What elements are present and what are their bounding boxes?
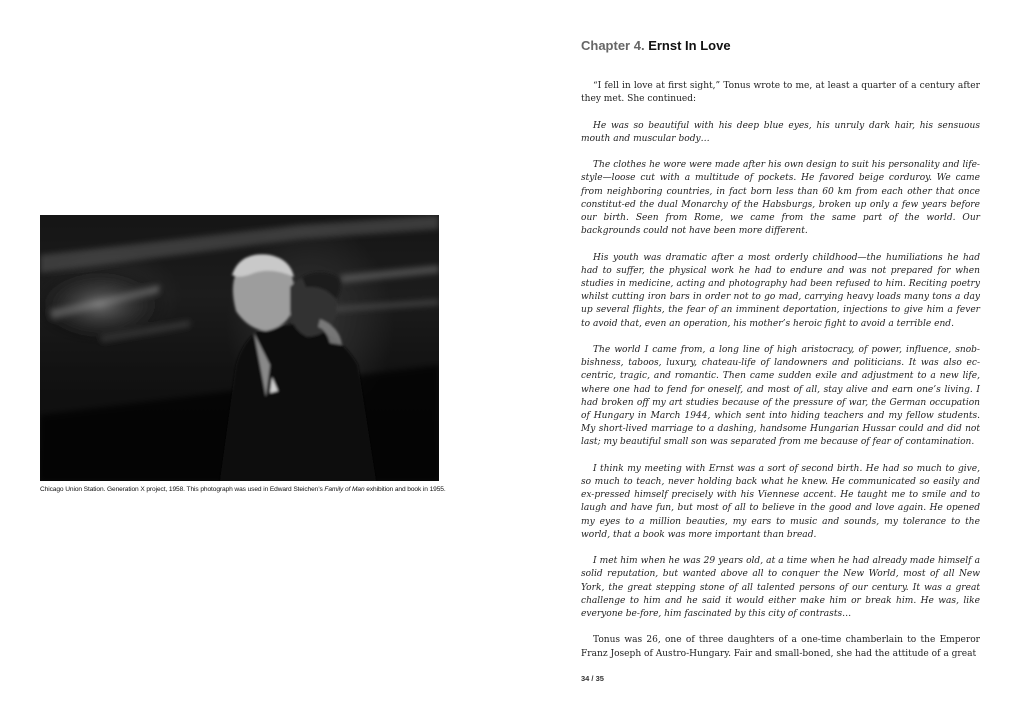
chapter-heading — [581, 38, 731, 53]
chapter-number: Chapter 4. — [581, 38, 645, 53]
paragraph-intro: “I fell in love at first sight,” Tonus wrote to me, at least a quarter of a century after they met. She continued: — [581, 81, 980, 105]
quote-paragraph: His youth was dramatic after a most orderly childhood—the humiliations he had had to suffer, the physical work he had to endure and was not prepared for when studies in medicine, acting and photography had been refused to him. Reciting poetry whilst cutting iron bars in order not to go mad, carrying heavy loads many tons a day up several flights, the fear of an imminent deportation, injections to give him a fever to avoid that, even an operation, his mother’s heroic fight to avoid a terrible end. — [581, 252, 980, 329]
quote-paragraph: The clothes he wore were made after his own design to suit his personality and life-style—loose cut with a multitude of pockets. He favored beige corduroy. We came from neighboring countries, in fact born less than 60 km from each other that once constitut-ed the dual Monarchy of the Habsburgs, broken up only a few years before our birth. Seen from Rome, we came from the same part of the world. Our backgrounds could not have been more different. — [581, 160, 980, 237]
chapter-title: Ernst In Love — [648, 38, 731, 53]
quote-paragraph: I think my meeting with Ernst was a sort of second birth. He had so much to give, so much to teach, never holding back what he knew. He communicated so easily and ex-pressed himself precisely with his Viennese accent. He taught me to smile and to laugh and have fun, but most of all to believe in the good and love again. He opened my eyes to a million beauties, my ears to music and sounds, my tolerance to the world, that a book was more important than bread. — [581, 463, 980, 540]
paragraph-narrative: Tonus was 26, one of three daughters of a one-time chamberlain to the Emperor Franz Joseph of Austro-Hungary. Fair and small-boned, she had the attitude of a great — [581, 635, 980, 659]
kissing-couple-photo — [40, 215, 439, 481]
quote-paragraph: I met him when he was 29 years old, at a time when he had already made himself a solid reputation, but wanted above all to conquer the New World, most of all New York, the great stepping stone of all talented persons of our century. It was a great challenge to him and he said it would either make him or break him. He was, like everyone be-fore, him fascinated by this city of contrasts… — [581, 556, 980, 620]
caption-text-end: exhibition and book in 1955. — [364, 486, 446, 493]
caption-exhibition-title: Family of Man — [324, 486, 365, 493]
photo-artwork — [40, 215, 439, 481]
quote-paragraph: He was so beautiful with his deep blue eyes, his unruly dark hair, his sensuous mouth and muscular body… — [581, 120, 980, 144]
chapter-body-text — [581, 80, 980, 661]
quote-paragraph: The world I came from, a long line of high aristocracy, of power, influence, snob-bishness, taboos, luxury, chateau-life of landowners and politicians. It was also ec-centric, tragic, and romantic. Then came sudden exile and adjustment to a new life, where one had to fend for oneself, and most of all, stay alive and earn one’s living. I had broken off my art studies because of the pressure of war, the German occupation of Hungary in March 1944, which sent into hiding teachers and my fellow students. My short-lived marriage to a dashing, handsome Hungarian Hussar could and did not last; my beautiful small son was separated from me because of fear of contamination. — [581, 345, 980, 448]
caption-text-start: Chicago Union Station. Generation X project, 1958. This photograph was used in Edward Steichen’s — [40, 486, 325, 493]
photo-caption — [40, 486, 460, 493]
page-number: 34 / 35 — [581, 674, 604, 683]
